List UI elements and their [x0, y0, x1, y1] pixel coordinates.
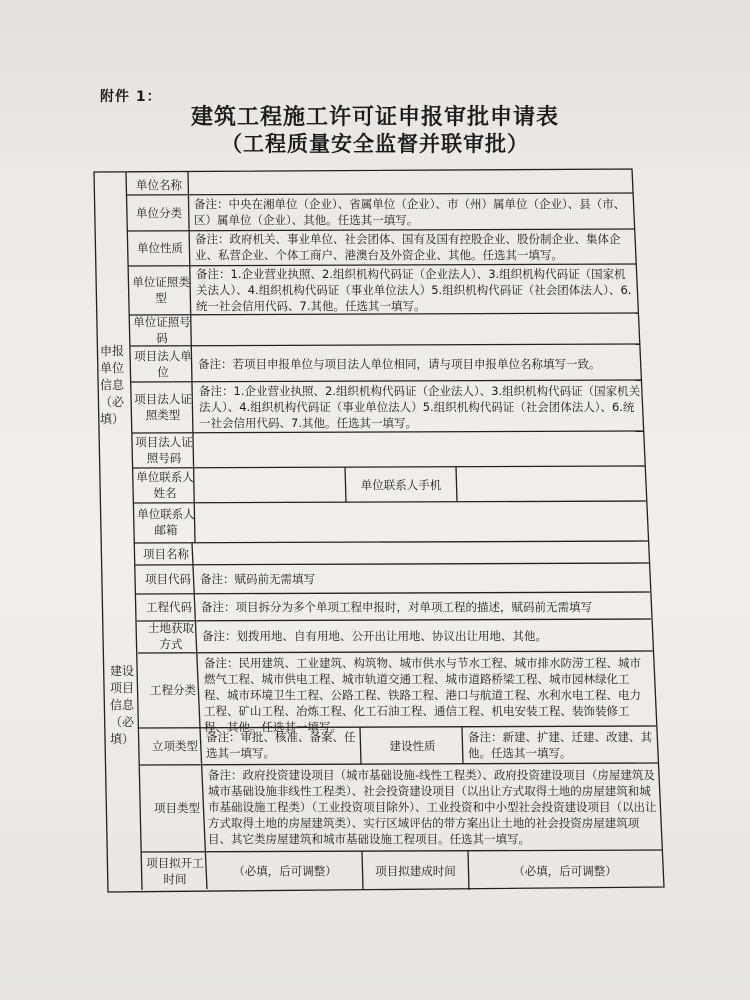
engineering-class-label: 工程分类	[150, 682, 196, 697]
contact-email-field[interactable]	[198, 503, 646, 541]
planned-start-field[interactable]: （必填，后可调整）	[233, 863, 337, 878]
unit-name-field[interactable]	[190, 175, 630, 194]
legal-unit-label: 项目法人单位	[134, 348, 192, 379]
contact-name-label: 单位联系人姓名	[136, 469, 194, 500]
contact-name-field[interactable]	[198, 468, 344, 501]
planned-completion-field[interactable]: （必填，后可调整）	[513, 863, 617, 878]
attachment-label: 附件 1：	[100, 89, 162, 105]
construction-nature-field[interactable]: 备注：新建、扩建、迁建、改建、其他。任选其一填写。	[468, 730, 652, 760]
planned-completion-label: 项目拟建成时间	[375, 863, 456, 878]
engineering-code-label: 工程代码	[146, 599, 192, 614]
unit-category-label: 单位分类	[136, 205, 182, 220]
legal-cert-type-field[interactable]: 备注：1.企业营业执照、2.组织机构代码证（企业法人）、3.组织机构代码证（国家机关法人）、4.组织机构代码证（事业单位法人）5.组织机构代码证（社会团体法人）、6.统一社会信用代码、7.其他。任选其一填写。	[199, 384, 641, 430]
legal-unit-field[interactable]: 备注：若项目申报单位与项目法人单位相同，请与项目申报单位名称填写一致。	[198, 356, 601, 371]
approval-type-field[interactable]: 备注：审批、核准、备案、任选其一填写。	[206, 730, 356, 760]
form-title: 建筑工程施工许可证申报审批申请表	[190, 105, 559, 130]
unit-name-label: 单位名称	[136, 177, 182, 192]
cert-no-label: 单位证照号码	[133, 315, 191, 345]
planned-start-label: 项目拟开工时间	[146, 855, 204, 886]
contact-phone-label: 单位联系人手机	[360, 477, 442, 492]
contact-email-label: 单位联系人邮箱	[137, 507, 195, 537]
project-type-label: 项目类型	[154, 801, 200, 815]
section-applicant-label: 申报单位信息（必填）	[99, 343, 124, 426]
contact-phone-field[interactable]	[458, 468, 646, 501]
project-name-field[interactable]	[196, 544, 646, 564]
section-project-label: 建设项目信息（必填）	[109, 663, 134, 746]
unit-nature-field[interactable]: 备注：政府机关、事业单位、社会团体、国有及国有控股企业、股份制企业、集体企业、私营企业、个体工商户、港澳台及外资企业、其他。任选其一填写。	[195, 232, 621, 262]
legal-cert-no-label: 项目法人证照号码	[135, 434, 193, 465]
engineering-code-field[interactable]: 备注：项目拆分为多个单项工程申报时，对单项工程的描述，赋码前无需填写	[201, 599, 592, 614]
cert-no-field[interactable]	[194, 315, 640, 345]
land-acquisition-label: 土地获取方式	[148, 621, 194, 651]
legal-cert-type-label: 项目法人证照类型	[134, 392, 192, 422]
project-type-field[interactable]: 备注：政府投资建设项目（城市基础设施-线性工程类）、政府投资建设项目（房屋建筑及城市基础设施非线性工程类）、社会投资建设项目（以出让方式取得土地的房屋建筑和城市基础设施工程类）（工业投资项目除外）、工业投资和中小型社会投资建设项目（以出让方式取得土地的房屋建筑类）、实行区域评估的带方案出让土地的社会投资房屋建筑项目、其它类房屋建筑和城市基础设施工程项目。任选其一填写。	[208, 768, 657, 846]
form-subtitle: （工程质量安全监督并联审批）	[221, 132, 529, 156]
project-code-field[interactable]: 备注：赋码前无需填写	[200, 572, 315, 586]
engineering-class-field[interactable]: 备注：民用建筑、工业建筑、构筑物、城市供水与节水工程、城市排水防涝工程、城市燃气工程、城市供电工程、城市轨道交通工程、城市道路桥梁工程、城市园林绿化工程、城市环境卫生工程、公路工程、铁路工程、港口与航道工程、水利水电工程、电力工程、矿山工程、冶炼工程、化工石油工程、通信工程、机电安装工程、装饰装修工程、其他。任选其一填写。	[204, 656, 641, 734]
cert-type-label: 单位证照类型	[132, 274, 190, 305]
approval-type-label: 立项类型	[152, 739, 198, 753]
unit-nature-label: 单位性质	[137, 240, 183, 255]
land-acquisition-field[interactable]: 备注：划拨用地、自有用地、公开出让用地、协议出让用地、其他。	[202, 629, 547, 643]
project-name-label: 项目名称	[143, 547, 189, 561]
unit-category-field[interactable]: 备注：中央在湘单位（企业）、省属单位（企业）、市（州）属单位（企业）、县（市、区）属单位（企业）、其他。任选其一填写。	[194, 197, 626, 227]
project-code-label: 项目代码	[145, 572, 191, 586]
cert-type-field[interactable]: 备注：1.企业营业执照、2.组织机构代码证（企业法人）、3.组织机构代码证（国家机关法人）、4.组织机构代码证（事业单位法人）5.组织机构代码证（社会团体法人）、6.统一社会信用代码、7.其他。任选其一填写。	[196, 267, 632, 313]
construction-nature-label: 建设性质	[389, 739, 436, 753]
legal-cert-no-field[interactable]	[197, 433, 645, 466]
